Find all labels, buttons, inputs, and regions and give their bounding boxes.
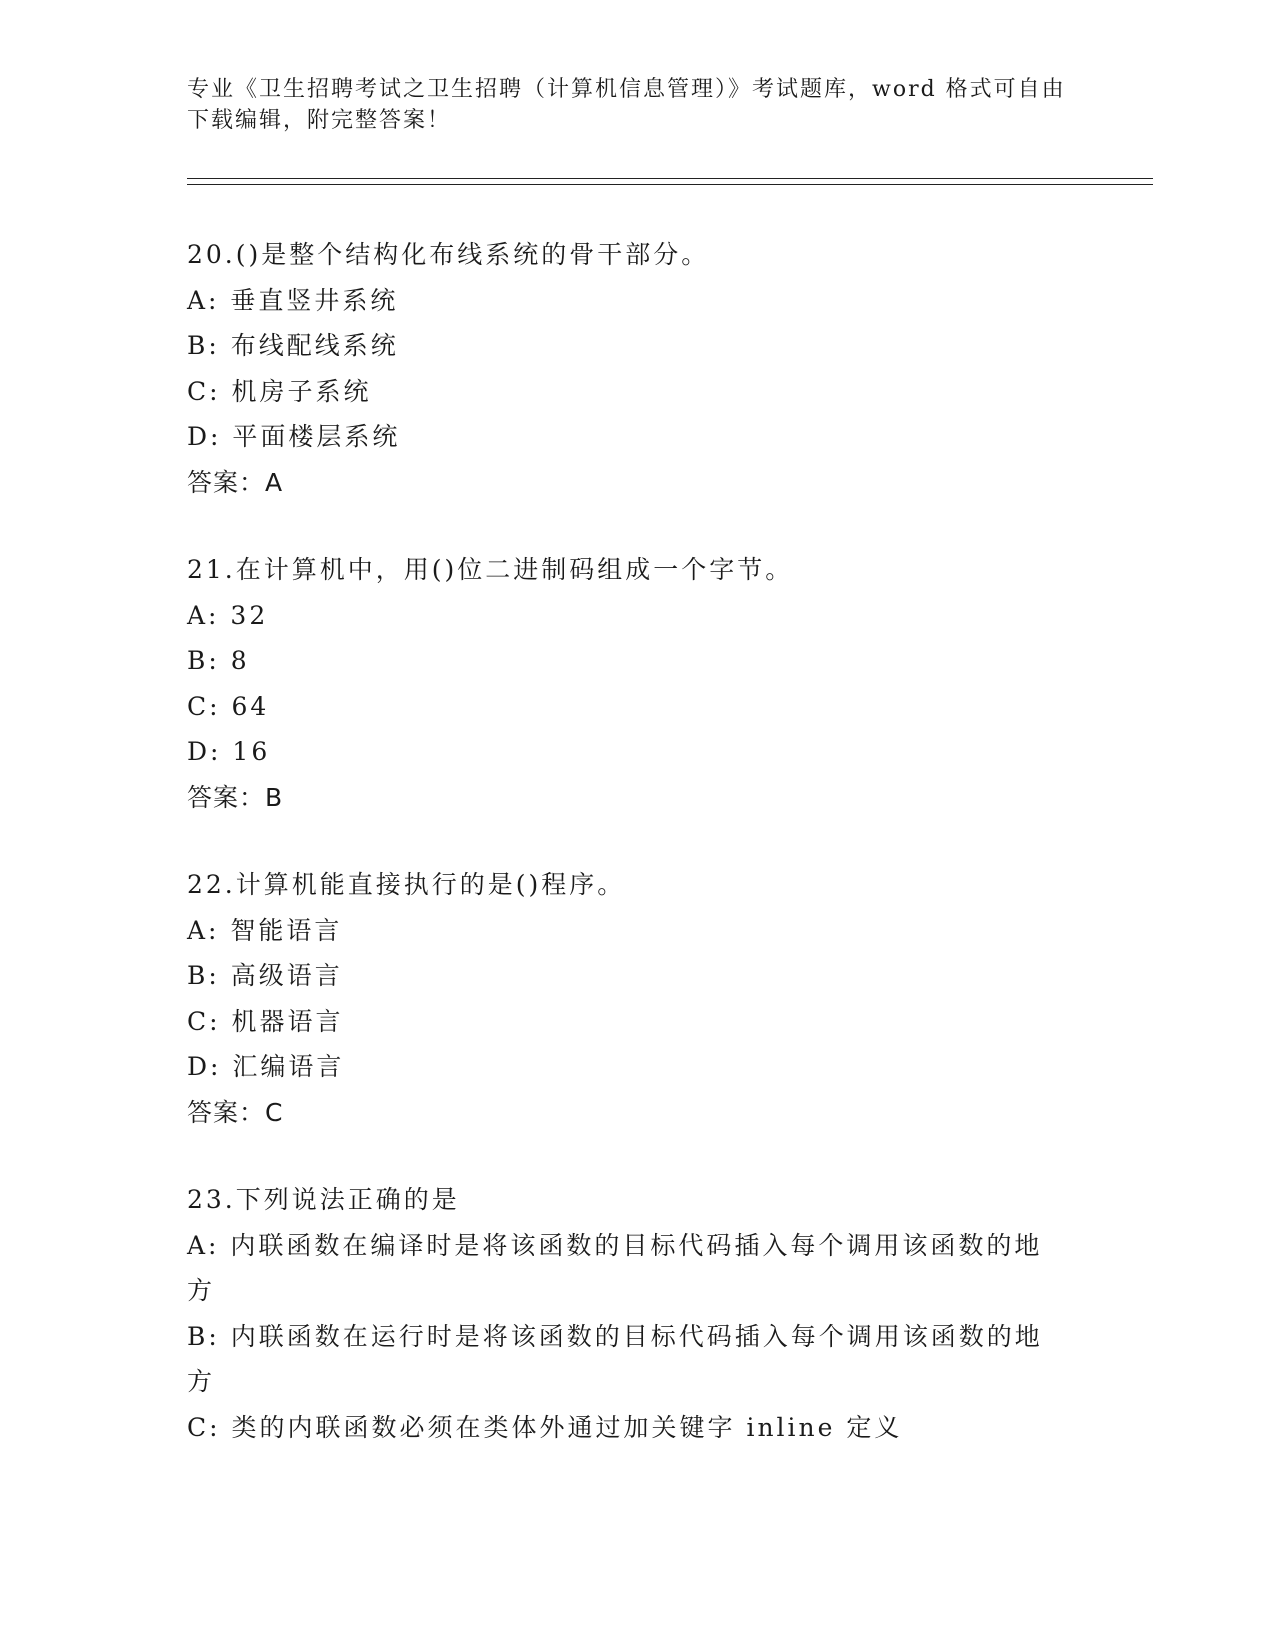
option-b: B: 高级语言 — [187, 961, 343, 990]
option-b: B: 内联函数在运行时是将该函数的目标代码插入每个调用该函数的地方 — [187, 1321, 1043, 1396]
document-header-text: 专业《卫生招聘考试之卫生招聘（计算机信息管理）》考试题库，word 格式可自由下载编辑，附完整答案！ — [187, 77, 1066, 133]
option-a: A: 垂直竖井系统 — [187, 285, 399, 315]
option-b: B: 布线配线系统 — [187, 331, 399, 360]
option-d: D: 16 — [187, 737, 271, 766]
question-22 — [187, 862, 1087, 1135]
option-d: D: 汇编语言 — [187, 1052, 345, 1081]
answer: 答案：A — [187, 467, 284, 497]
question-23 — [187, 1177, 1087, 1450]
option-c: C: 64 — [187, 691, 270, 721]
option-c: C: 机器语言 — [187, 1006, 344, 1036]
option-a: A: 内联函数在编译时是将该函数的目标代码插入每个调用该函数的地方 — [187, 1230, 1043, 1305]
option-a: A: 智能语言 — [187, 915, 343, 945]
option-b: B: 8 — [187, 646, 250, 675]
question-stem: 22.计算机能直接执行的是()程序。 — [187, 870, 626, 899]
option-d: D: 平面楼层系统 — [187, 422, 401, 451]
answer: 答案：B — [187, 782, 284, 812]
option-a: A: 32 — [187, 600, 269, 630]
option-c: C: 类的内联函数必须在类体外通过加关键字 inline 定义 — [187, 1412, 903, 1442]
question-stem: 23.下列说法正确的是 — [187, 1185, 460, 1214]
question-stem: 20.()是整个结构化布线系统的骨干部分。 — [187, 240, 710, 269]
header-divider-bottom — [187, 184, 1153, 185]
question-stem: 21.在计算机中，用()位二进制码组成一个字节。 — [187, 555, 794, 584]
header-divider-top — [187, 178, 1153, 179]
answer: 答案：C — [187, 1097, 284, 1127]
option-c: C: 机房子系统 — [187, 376, 372, 406]
question-20 — [187, 232, 1087, 505]
question-21 — [187, 547, 1087, 820]
